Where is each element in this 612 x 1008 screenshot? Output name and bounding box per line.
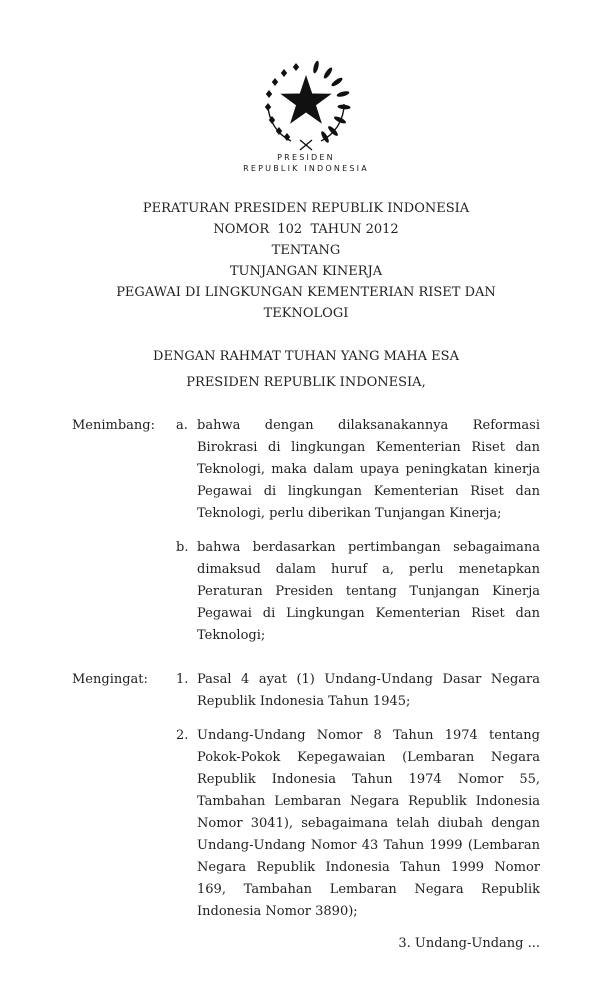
item-marker: a.	[176, 418, 188, 433]
item-text: bahwa dengan dilaksanakannya Reformasi Birokrasi di lingkungan Kementerian Riset dan Teknologi, maka dalam upaya peningkatan kinerja Pegawai di lingkungan Kementerian Riset dan Teknologi, perlu diberikan Tunjangan Kinerja;	[197, 418, 540, 521]
section-menimbang	[72, 415, 540, 647]
list-item	[176, 669, 540, 713]
list-item	[176, 725, 540, 923]
presidential-seal-icon	[72, 56, 540, 152]
letterhead-line-republik-indonesia: REPUBLIK INDONESIA	[243, 164, 369, 173]
title-line-tentang: TENTANG	[271, 243, 341, 258]
preamble-invocation: DENGAN RAHMAT TUHAN YANG MAHA ESA	[153, 349, 459, 364]
title-line-1: PERATURAN PRESIDEN REPUBLIK INDONESIA	[142, 201, 470, 216]
section-label: Mengingat:	[72, 672, 148, 687]
preamble-authority: PRESIDEN REPUBLIK INDONESIA,	[186, 375, 426, 390]
item-marker: b.	[176, 540, 189, 555]
title-line-number: NOMOR 102 TAHUN 2012	[213, 222, 399, 237]
section-items	[176, 669, 540, 923]
section-label: Menimbang:	[72, 418, 156, 433]
list-item	[176, 415, 540, 525]
title-line-subject: TUNJANGAN KINERJA	[229, 264, 383, 279]
list-item	[176, 537, 540, 647]
item-marker: 2.	[176, 728, 189, 743]
title-line-subject-2: PEGAWAI DI LINGKUNGAN KEMENTERIAN RISET DAN TEKNOLOGI	[116, 285, 500, 321]
regulation-title	[72, 198, 540, 324]
star-glyph	[280, 75, 331, 124]
section-items	[176, 415, 540, 647]
preamble	[72, 346, 540, 393]
letterhead-line-presiden: PRESIDEN	[277, 153, 335, 162]
letterhead	[72, 56, 540, 174]
catchword: 3. Undang-Undang ...	[398, 936, 540, 951]
item-text: Undang-Undang Nomor 8 Tahun 1974 tentang Pokok-Pokok Kepegawaian (Lembaran Negara Republik Indonesia Tahun 1974 Nomor 55, Tambahan Lembaran Negara Republik Indonesia Nomor 3041), sebagaimana telah diubah dengan Undang-Undang Nomor 43 Tahun 1999 (Lembaran Negara Republik Indonesia Tahun 1999 Nomor 169, Tambahan Lembaran Negara Republik Indonesia Nomor 3890);	[197, 728, 540, 919]
item-text: Pasal 4 ayat (1) Undang-Undang Dasar Negara Republik Indonesia Tahun 1945;	[197, 672, 540, 709]
item-marker: 1.	[176, 672, 189, 687]
item-text: bahwa berdasarkan pertimbangan sebagaimana dimaksud dalam huruf a, perlu menetapkan Peraturan Presiden tentang Tunjangan Kinerja Pegawai di Lingkungan Kementerian Riset dan Teknologi;	[197, 540, 540, 643]
section-mengingat	[72, 669, 540, 923]
